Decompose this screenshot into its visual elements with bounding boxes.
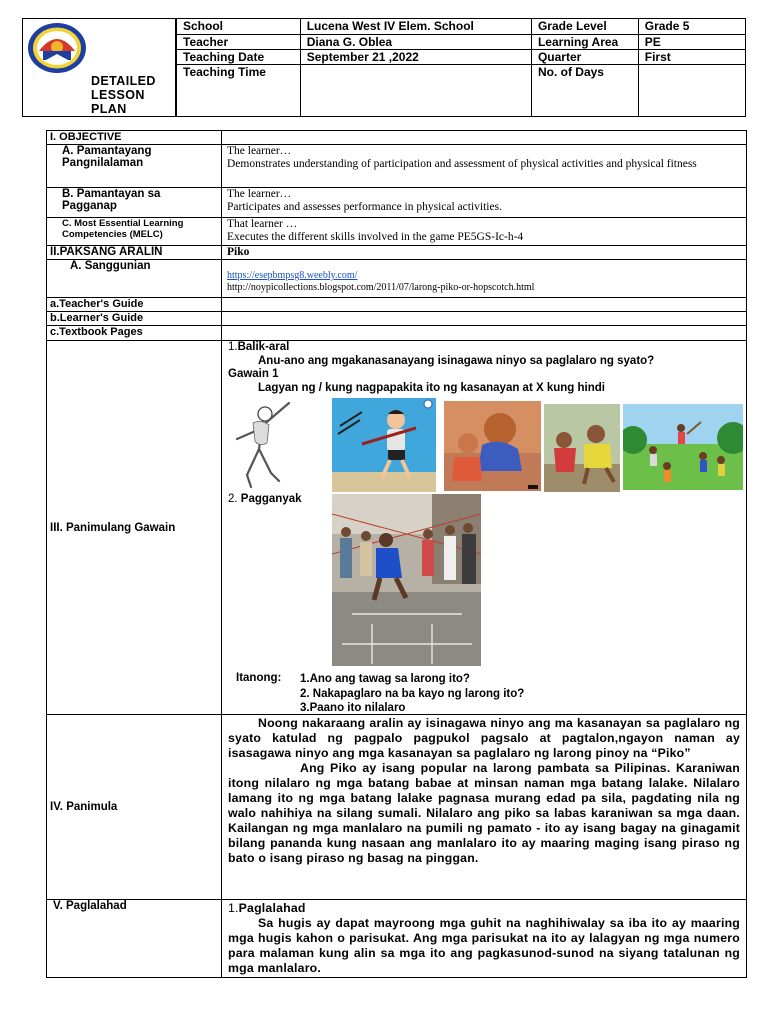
melc-label: C. Most Essential Learning Competencies (MELC) xyxy=(62,218,184,240)
value-no-of-days xyxy=(638,64,745,116)
paglalahad-subtitle xyxy=(228,901,740,916)
image-kids-playing-field xyxy=(623,404,743,490)
learners-guide-label: b.Learner's Guide xyxy=(47,312,222,326)
kids-playing-ground-icon xyxy=(444,401,541,491)
content-standard-row xyxy=(47,145,747,188)
pagganyak-heading xyxy=(228,493,302,505)
melc-label-cell xyxy=(47,218,222,246)
paglalahad-title: Paglalahad xyxy=(238,901,306,915)
image-piko-players xyxy=(332,494,481,666)
itanong-questions xyxy=(300,672,524,716)
performance-standard-text: Participates and assesses performance in physical activities. xyxy=(227,201,502,213)
topic-value: Piko xyxy=(222,246,747,260)
two-children-icon xyxy=(544,404,620,492)
value-quarter: First xyxy=(638,49,745,64)
panimulang-gawain-heading: III. Panimulang Gawain xyxy=(47,341,222,715)
paglalahad-number: 1. xyxy=(228,901,239,915)
performance-standard-label: B. Pamantayan sa Pagganap xyxy=(62,188,161,212)
balik-aral-number: 1. xyxy=(228,341,238,353)
pagganyak-number: 2. xyxy=(228,493,238,505)
empty-cell xyxy=(222,298,747,312)
question-item: 3.Paano ito nilalaro xyxy=(300,702,406,714)
info-row xyxy=(177,49,746,64)
empty-cell xyxy=(222,312,747,326)
gawain-heading: Gawain 1 xyxy=(228,368,279,380)
value-teacher: Diana G. Oblea xyxy=(300,34,531,49)
sanggunian-cell xyxy=(222,260,747,298)
melc-cell xyxy=(222,218,747,246)
textbook-label: c.Textbook Pages xyxy=(47,326,222,341)
objective-heading: I. OBJECTIVE xyxy=(47,131,222,145)
content-standard-lead: The learner… xyxy=(227,145,292,157)
info-row xyxy=(177,64,746,116)
label-teaching-date: Teaching Date xyxy=(177,49,301,64)
image-two-children xyxy=(544,404,620,492)
sketch-child-icon xyxy=(229,397,297,493)
performance-standard-cell xyxy=(222,188,747,218)
melc-row xyxy=(47,218,747,246)
performance-standard-label-cell xyxy=(47,188,222,218)
paglalahad-text: Sa hugis ay dapat mayroong mga guhit na naghihiwalay sa iba ito ay maaring mga hugis kahon o parisukat. Ang mga parisukat na ito ay lalagyan ng mga numero para malaman kung alin sa mga ito ang pagkasunod-sunod na siyang tatalunan ng mga manlalaro. xyxy=(228,916,740,975)
teachers-guide-label: a.Teacher's Guide xyxy=(47,298,222,312)
label-grade-level: Grade Level xyxy=(531,19,638,34)
melc-lead: That learner … xyxy=(227,218,298,230)
teachers-guide-row xyxy=(47,298,747,312)
paksang-aralin-heading: II.PAKSANG ARALIN xyxy=(47,246,222,260)
objective-heading-row xyxy=(47,131,747,145)
empty-cell xyxy=(222,131,747,145)
panimula-paragraph-1: Noong nakaraang aralin ay isinagawa ninyo ang ma kasanayan sa paglalaro ng syato katulad ng pagpalo pagpukol pagsalo at pagtalon,ngayon naman ay isasagawa ninyo ang mga kasanayan sa paglalaro ng larong pinoy na “Piko” xyxy=(228,716,740,760)
pagganyak-title: Pagganyak xyxy=(240,493,302,505)
question-item: 1.Ano ang tawag sa larong ito? xyxy=(300,673,470,685)
logo-cell xyxy=(23,19,176,116)
itanong-label: Itanong: xyxy=(236,672,282,684)
kids-playing-field-icon xyxy=(623,404,743,490)
balik-aral-title: Balik-aral xyxy=(237,341,290,353)
learners-guide-row xyxy=(47,312,747,326)
content-standard-label: A. Pamantayang Pangnilalaman xyxy=(62,145,152,169)
content-standard-text: Demonstrates understanding of participation and assessment of physical activities and physical fitness xyxy=(227,158,697,170)
detailed-lesson-plan-title xyxy=(91,74,156,116)
panimula-cell xyxy=(222,715,747,900)
label-teacher: Teacher xyxy=(177,34,301,49)
reference-url-text: http://noypicollections.blogspot.com/2011/07/larong-piko-or-hopscotch.html xyxy=(227,282,535,293)
sanggunian-row xyxy=(47,260,747,298)
balik-aral-heading xyxy=(228,341,289,353)
image-cartoon-boy xyxy=(332,398,436,492)
melc-text: Executes the different skills involved in the game PE5GS-Ic-h-4 xyxy=(227,231,524,243)
paglalahad-cell xyxy=(222,900,747,978)
label-learning-area: Learning Area xyxy=(531,34,638,49)
value-grade-level: Grade 5 xyxy=(638,19,745,34)
panimulang-gawain-cell xyxy=(222,341,747,715)
value-teaching-date: September 21 ,2022 xyxy=(300,49,531,64)
content-standard-cell xyxy=(222,145,747,188)
paksang-aralin-row xyxy=(47,246,747,260)
panimula-paragraph-2: Ang Piko ay isang popular na larong pambata sa Pilipinas. Karaniwan itong nilalaro ng mga batang babae at minsan naman mga batang lalake. Nilalaro lamang ito ng mga batang lalake pagnasa murang edad pa sila, pagdating nila ng walo nahihiya na silang sumali. Nilalaro ang piko sa labas karaniwan sa mga daan. Kailangan ng mga manlalaro na pumili ng pamato - ito ay isang bagay na ginagamit bilang pananda kung nasaan ang manlalaro ito ay maaring maging isang piraso ng bato o isang piraso ng basag na pinggan. xyxy=(228,761,740,865)
gawain-instruction: Lagyan ng / kung nagpapakita ito ng kasanayan at X kung hindi xyxy=(258,382,605,394)
panimula-heading: IV. Panimula xyxy=(47,715,222,900)
cartoon-boy-icon xyxy=(332,398,436,492)
title-line: LESSON xyxy=(91,88,145,102)
title-line: DETAILED xyxy=(91,74,156,88)
school-info-table xyxy=(176,19,745,116)
content-standard-label-cell xyxy=(47,145,222,188)
value-school: Lucena West IV Elem. School xyxy=(300,19,531,34)
textbook-row xyxy=(47,326,747,341)
deped-seal-logo xyxy=(26,21,88,75)
label-teaching-time: Teaching Time xyxy=(177,64,301,116)
paglalahad-heading: V. Paglalahad xyxy=(47,900,222,978)
empty-cell xyxy=(222,326,747,341)
panimula-row xyxy=(47,715,747,900)
value-learning-area: PE xyxy=(638,34,745,49)
sanggunian-label: A. Sanggunian xyxy=(70,260,151,272)
title-line: PLAN xyxy=(91,102,127,116)
info-row xyxy=(177,34,746,49)
balik-aral-question: Anu-ano ang mgakanasanayang isinagawa ninyo sa paglalaro ng syato? xyxy=(258,355,655,367)
performance-standard-row xyxy=(47,188,747,218)
info-row xyxy=(177,19,746,34)
label-school: School xyxy=(177,19,301,34)
value-teaching-time xyxy=(300,64,531,116)
reference-link[interactable]: https://esepbmpsg8.weebly.com/ xyxy=(227,270,358,281)
question-item: 2. Nakapaglaro na ba kayo ng larong ito? xyxy=(300,687,525,700)
paglalahad-row xyxy=(47,900,747,978)
header-block xyxy=(22,18,746,117)
image-kids-playing-ground xyxy=(444,401,541,491)
piko-players-icon xyxy=(332,494,481,666)
label-no-of-days: No. of Days xyxy=(531,64,638,116)
performance-standard-lead: The learner… xyxy=(227,188,292,200)
sanggunian-label-cell xyxy=(47,260,222,298)
label-quarter: Quarter xyxy=(531,49,638,64)
image-sketch-child xyxy=(229,397,297,493)
